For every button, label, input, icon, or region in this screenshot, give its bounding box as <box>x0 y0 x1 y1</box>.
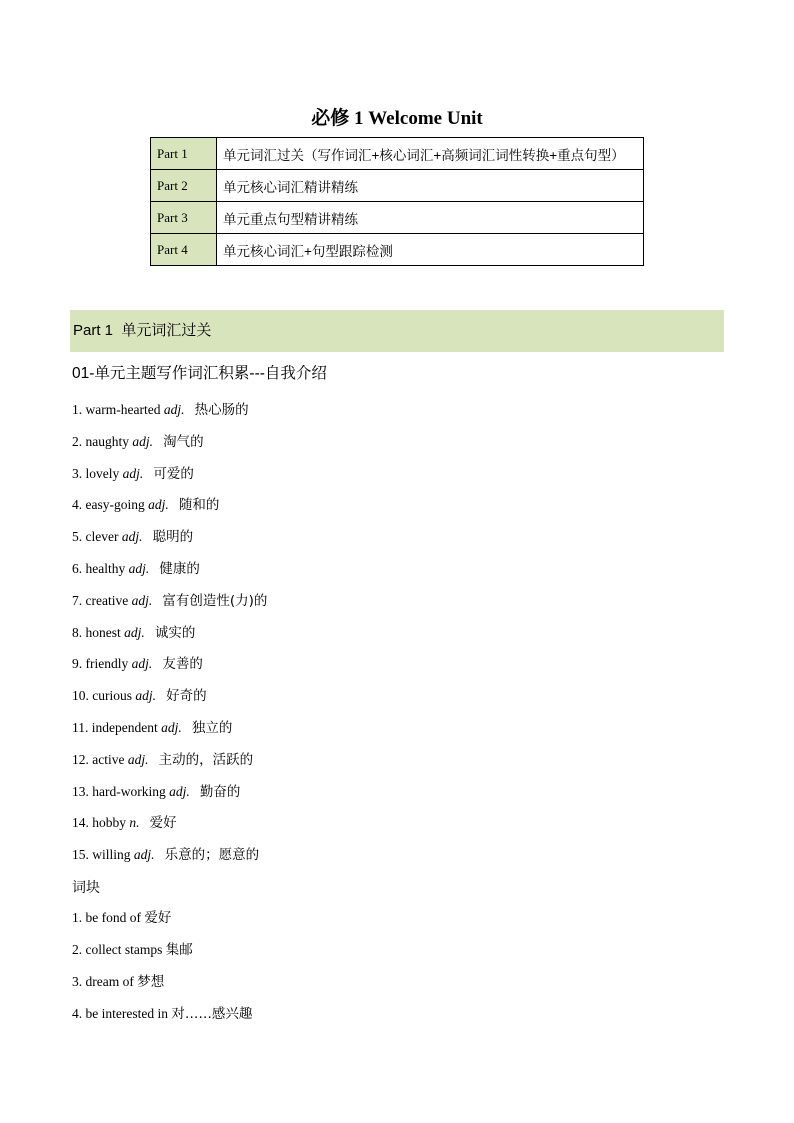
vocab-meaning: 淘气的 <box>163 433 204 450</box>
part-description: 单元重点句型精讲精练 <box>217 202 644 234</box>
vocab-number: 5. <box>72 529 83 545</box>
vocab-word: honest <box>85 624 121 640</box>
vocab-word: healthy <box>85 560 126 576</box>
parts-row <box>151 234 644 266</box>
vocab-pos: adj. <box>131 592 153 608</box>
vocab-item <box>72 462 267 494</box>
vocab-item <box>72 748 267 780</box>
vocab-pos: adj. <box>161 719 182 735</box>
vocab-item <box>72 621 267 653</box>
vocab-word: naughty <box>85 433 129 449</box>
phrase-number: 1. <box>72 910 83 925</box>
vocab-number: 4. <box>72 497 83 513</box>
vocab-meaning: 好奇的 <box>166 688 207 705</box>
vocab-pos: adj. <box>131 656 153 672</box>
vocab-pos: adj. <box>127 751 149 767</box>
vocab-item <box>72 493 267 525</box>
vocab-word: independent <box>91 719 158 735</box>
vocab-item <box>72 430 267 462</box>
vocab-meaning: 健康的 <box>159 560 200 577</box>
vocab-number: 13. <box>72 783 89 799</box>
vocab-number: 9. <box>72 656 83 672</box>
phrase-item <box>72 1002 252 1034</box>
vocab-pos: adj. <box>132 433 154 449</box>
vocab-item <box>72 557 267 589</box>
phrase-meaning: 爱好 <box>144 910 172 926</box>
vocab-word: easy-going <box>85 497 145 513</box>
vocab-meaning: 诚实的 <box>154 624 196 641</box>
phrase-number: 2. <box>72 942 83 957</box>
phrase-text: dream of <box>85 974 134 989</box>
vocab-item <box>72 780 267 812</box>
section-band <box>70 310 724 352</box>
subheading: 01-单元主题写作词汇积累---自我介绍 <box>72 365 327 382</box>
vocab-number: 14. <box>72 815 89 831</box>
section-label: Part 1 <box>73 322 114 339</box>
vocab-item <box>72 684 267 716</box>
vocab-item <box>72 398 267 430</box>
phrase-text: be interested in <box>85 1006 168 1021</box>
vocab-meaning: 可爱的 <box>153 465 194 482</box>
parts-row <box>151 170 644 202</box>
phrase-number: 4. <box>72 1006 83 1021</box>
part-description: 单元核心词汇精讲精练 <box>217 170 644 202</box>
vocab-pos: n. <box>129 815 140 831</box>
phrase-meaning: 梦想 <box>137 974 165 990</box>
vocab-item <box>72 716 267 748</box>
vocab-pos: adj. <box>133 847 155 863</box>
phrase-number: 3. <box>72 974 83 989</box>
part-label: Part 3 <box>151 202 217 234</box>
vocab-pos: adj. <box>128 560 150 576</box>
phrase-text: collect stamps <box>85 942 163 957</box>
vocab-word: active <box>92 751 125 767</box>
part-label: Part 2 <box>151 170 217 202</box>
vocab-pos: adj. <box>148 497 169 513</box>
vocab-word: curious <box>92 688 132 704</box>
parts-row <box>151 202 644 234</box>
phrase-list <box>72 906 252 1034</box>
vocab-meaning: 乐意的；愿意的 <box>164 847 260 864</box>
vocab-number: 6. <box>72 560 83 576</box>
vocab-pos: adj. <box>124 624 145 640</box>
phrase-item <box>72 938 252 970</box>
vocab-word: warm-hearted <box>85 402 161 417</box>
vocab-meaning: 热心肠的 <box>194 402 249 418</box>
document-title: 必修 1 Welcome Unit <box>311 108 483 129</box>
phrase-item <box>72 970 252 1002</box>
vocab-word: creative <box>85 592 129 608</box>
part-label: Part 1 <box>151 138 217 170</box>
part-description: 单元词汇过关（写作词汇+核心词汇+高频词汇词性转换+重点句型） <box>217 138 644 170</box>
section-title: 单元词汇过关 <box>121 322 212 339</box>
phrase-item <box>72 906 252 938</box>
vocab-word: hobby <box>92 815 126 831</box>
vocab-meaning: 随和的 <box>178 497 220 514</box>
vocab-meaning: 富有创造性(力)的 <box>162 592 268 609</box>
vocab-pos: adj. <box>135 688 157 704</box>
vocab-meaning: 勤奋的 <box>199 783 241 800</box>
vocab-number: 10. <box>72 688 89 704</box>
part-description: 单元核心词汇+句型跟踪检测 <box>217 234 644 266</box>
vocab-number: 7. <box>72 592 83 608</box>
parts-table <box>150 137 644 266</box>
vocab-meaning: 聪明的 <box>152 529 194 546</box>
vocab-number: 15. <box>72 847 89 863</box>
vocab-word: hard-working <box>92 783 166 799</box>
vocab-word: willing <box>92 847 131 863</box>
vocab-meaning: 主动的，活跃的 <box>158 751 254 768</box>
vocab-item <box>72 843 267 875</box>
chunks-heading: 词块 <box>72 880 100 896</box>
vocab-pos: adj. <box>169 783 190 799</box>
vocab-number: 1. <box>72 402 83 417</box>
vocab-number: 8. <box>72 624 83 640</box>
phrase-meaning: 集邮 <box>165 942 193 958</box>
vocab-item <box>72 652 267 684</box>
vocab-meaning: 爱好 <box>149 815 177 832</box>
vocab-number: 11. <box>72 719 89 735</box>
vocab-item <box>72 589 267 621</box>
part-label: Part 4 <box>151 234 217 266</box>
vocab-number: 3. <box>72 465 83 481</box>
vocab-number: 12. <box>72 751 89 767</box>
vocab-word: clever <box>85 529 119 545</box>
vocab-meaning: 独立的 <box>191 719 233 736</box>
vocab-item <box>72 525 267 557</box>
parts-row <box>151 138 644 170</box>
vocab-pos: adj. <box>122 465 144 481</box>
vocab-pos: adj. <box>121 529 143 545</box>
phrase-meaning: 对……感兴趣 <box>171 1006 253 1022</box>
vocab-pos: adj. <box>163 402 185 417</box>
vocab-list <box>72 398 267 875</box>
vocab-word: lovely <box>85 465 120 481</box>
vocab-item <box>72 811 267 843</box>
vocab-number: 2. <box>72 433 83 449</box>
phrase-text: be fond of <box>85 910 141 925</box>
vocab-word: friendly <box>85 656 129 672</box>
vocab-meaning: 友善的 <box>162 656 203 673</box>
